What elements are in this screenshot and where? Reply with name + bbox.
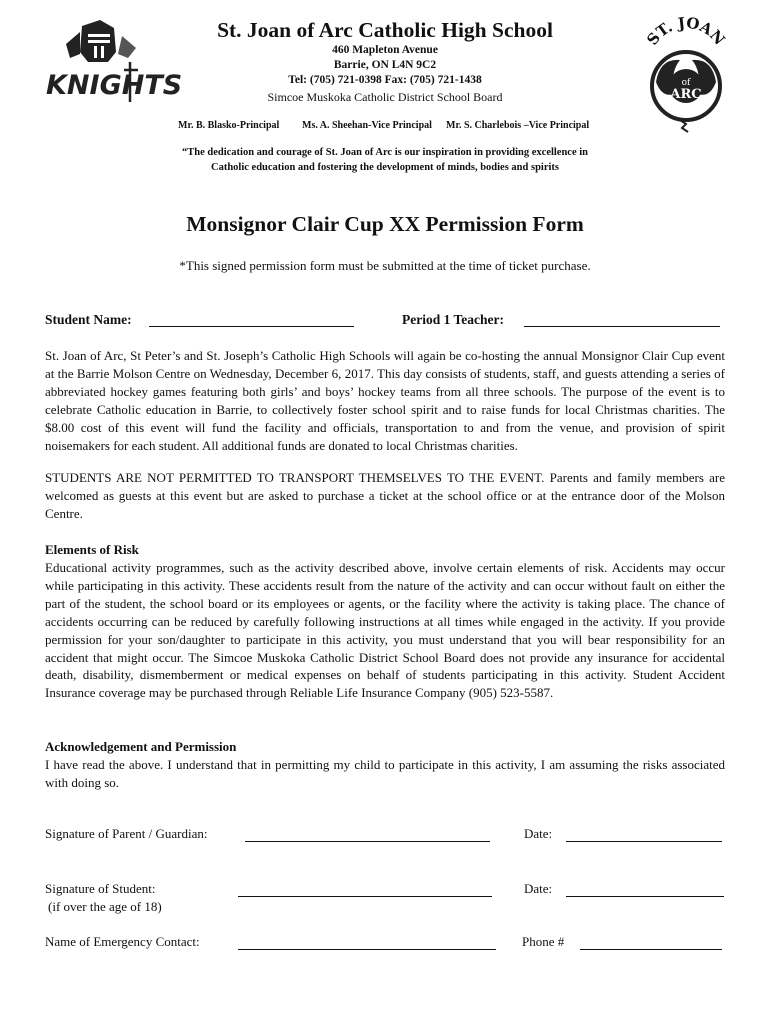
event-description: St. Joan of Arc, St Peter’s and St. Joseph’s Catholic High Schools will again be co-hosting the annual Monsignor Clair Cup event at the Barrie Molson Centre on Wednesday, December 6, 2017. This day consists of students, staff, and guests attending a series of abbreviated hockey games featuring both girls’ and boys’ hockey teams from all three schools. The purpose of the event is to celebrate Catholic education in Barrie, to collectively foster school spirit and to raise funds for local Christmas charities. The $8.00 cost of this event will fund the facility and officials, transportation to and from the venue, and provision of spirit noisemakers for each student. All additional funds are donated to local Christmas charities. <box>45 348 725 453</box>
acknowledgement-paragraph: I have read the above. I understand that in permitting my child to participate in this activity, I am assuming the risks associated with doing so. <box>45 757 725 790</box>
emergency-contact-field[interactable] <box>238 949 496 950</box>
staff-vice-principal-1: Ms. A. Sheehan-Vice Principal <box>302 120 432 131</box>
parent-date-field[interactable] <box>566 841 722 842</box>
acknowledgement-heading: Acknowledgement and Permission <box>45 739 237 754</box>
knight-helmet-icon <box>44 18 183 104</box>
staff-principal: Mr. B. Blasko-Principal <box>178 120 280 131</box>
svg-text:of: of <box>681 78 691 88</box>
parent-signature-label: Signature of Parent / Guardian: <box>45 826 208 841</box>
form-title: Monsignor Clair Cup XX Permission Form <box>186 212 584 236</box>
student-signature-label: Signature of Student: <box>45 881 156 896</box>
period-teacher-field[interactable] <box>524 326 720 327</box>
school-name: St. Joan of Arc Catholic High School <box>217 18 553 42</box>
student-signature-field[interactable] <box>238 896 492 897</box>
knights-logo <box>44 18 183 104</box>
parent-date-label: Date: <box>524 826 553 841</box>
form-subtitle: *This signed permission form must be submitted at the time of ticket purchase. <box>179 258 591 273</box>
student-name-field[interactable] <box>149 326 354 327</box>
svg-text:KNIGHTS: KNIGHTS <box>46 70 183 101</box>
phone-fax: Tel: (705) 721-0398 Fax: (705) 721-1438 <box>288 74 482 86</box>
st-joan-of-arc-seal <box>640 12 732 134</box>
student-name-label: Student Name: <box>45 312 132 327</box>
parent-signature-field[interactable] <box>245 841 490 842</box>
phone-label: Phone # <box>522 934 565 949</box>
student-date-label: Date: <box>524 881 553 896</box>
staff-vice-principal-2: Mr. S. Charlebois –Vice Principal <box>446 120 590 131</box>
seal-icon <box>640 12 732 134</box>
risk-heading: Elements of Risk <box>45 542 139 557</box>
student-date-field[interactable] <box>566 896 724 897</box>
address-street: 460 Mapleton Avenue <box>332 44 438 56</box>
motto-line-1: “The dedication and courage of St. Joan of Arc is our inspiration in providing excellence in <box>181 147 589 158</box>
motto-line-2: Catholic education and fostering the development of minds, bodies and spirits <box>211 162 559 173</box>
svg-text:ST. JOAN: ST. JOAN <box>643 13 729 49</box>
transport-notice: STUDENTS ARE NOT PERMITTED TO TRANSPORT THEMSELVES TO THE EVENT. Parents and family members are welcomed as guests at this event but are asked to purchase a ticket at the school office or at the entrance door of the Molson Centre. <box>45 470 725 521</box>
address-city: Barrie, ON L4N 9C2 <box>333 59 437 71</box>
student-signature-note: (if over the age of 18) <box>48 899 162 914</box>
emergency-contact-label: Name of Emergency Contact: <box>45 934 200 949</box>
school-board: Simcoe Muskoka Catholic District School Board <box>267 90 503 104</box>
svg-text:ARC: ARC <box>670 87 702 102</box>
period-teacher-label: Period 1 Teacher: <box>402 312 504 327</box>
risk-paragraph: Educational activity programmes, such as the activity described above, involve certain elements of risk. Accidents may occur while participating in this activity. These accidents result from the nature of the activity and can occur without fault on either the part of the student, the school board or its employees or agents, or the facility where the activity is taking place. The chance of accidents occurring can be reduced by carefully following instructions at all times while engaged in the activity. If you provide permission for your son/daughter to participate in this activity, you must understand that you will bear responsibility for an accident that might occur. The Simcoe Muskoka Catholic District School Board does not provide any insurance for accidental death, disability, dismemberment or medical expenses on behalf of students participating in this activity. Student Accident Insurance coverage may be purchased through Reliable Life Insurance Company (905) 523-5587. <box>45 560 725 701</box>
phone-field[interactable] <box>580 949 722 950</box>
